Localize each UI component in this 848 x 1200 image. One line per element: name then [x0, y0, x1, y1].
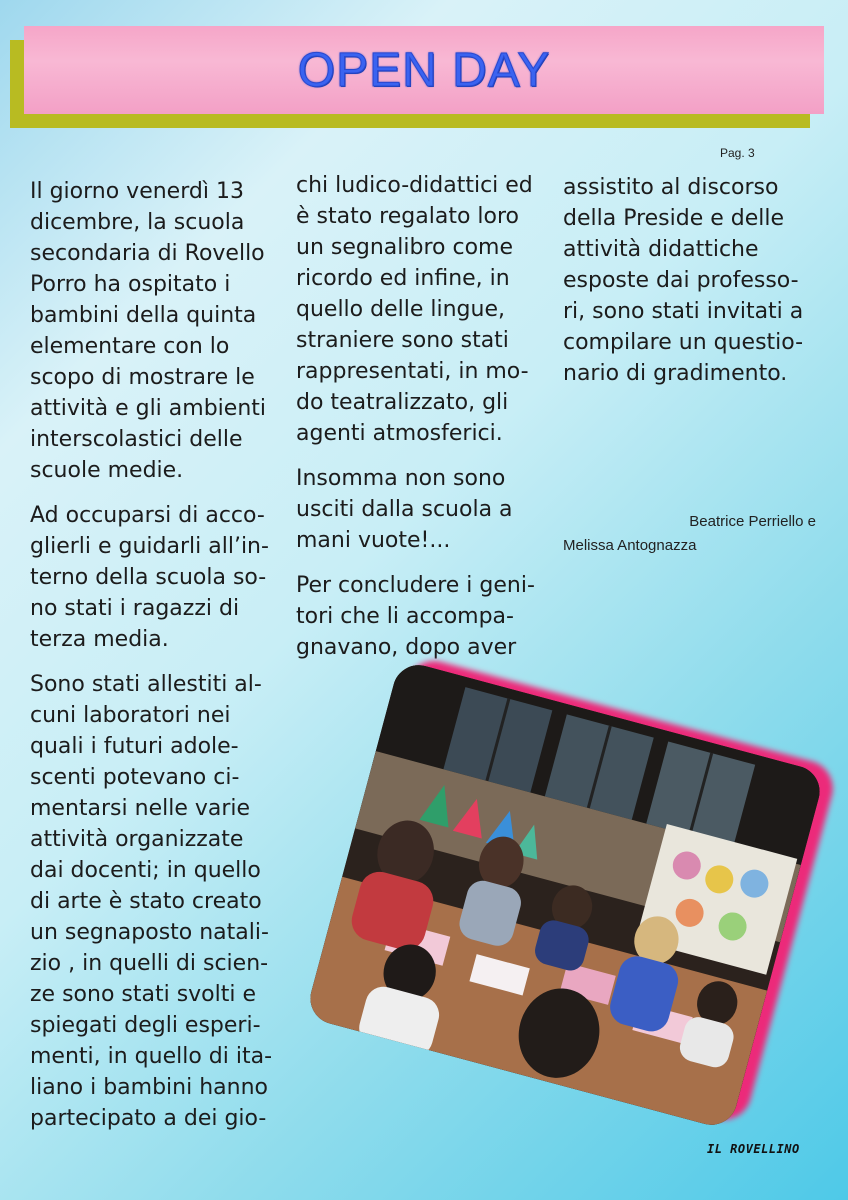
paragraph: assistito al discorso della Preside e delle attività didattiche esposte dai professo- ri, sono stati invitati a compilare un questio- nario di gradimento. [563, 175, 804, 386]
photo-frame [305, 659, 826, 1130]
title-banner [24, 26, 824, 114]
paragraph: Il giorno venerdì 13 dicembre, la scuola secondaria di Rovello Porro ha ospitato i bambini della quinta elementare con lo scopo di mostrare le attività e gli ambienti interscolastici delle scuole medie. [30, 179, 266, 483]
paragraph: Insomma non sono usciti dalla scuola a mani vuote!... [296, 466, 513, 553]
paragraph: chi ludico-didattici ed è stato regalato loro un segnalibro come ricordo ed infine, in quello delle lingue, straniere sono stati rappresentati, in mo- do teatralizzato, gli agenti atmosferici. [296, 173, 533, 446]
article-column-1 [30, 176, 295, 1148]
author-line-1: Beatrice Perriello e [689, 513, 816, 530]
paragraph: Sono stati allestiti al- cuni laboratori nei quali i futuri adole- scenti potevano ci- mentarsi nelle varie attività organizzate dai docenti; in quello di arte è stato creato un segnaposto natali- zio , in quelli di scien- ze sono stati svolti e spiegati degli esperi- menti, in quello di ita- liano i bambini hanno partecipato a dei gio- [30, 672, 273, 1131]
page-title: OPEN DAY [297, 43, 551, 97]
paragraph: Ad occuparsi di acco- glierli e guidarli all’in- terno della scuola so- no stati i ragazzi di terza media. [30, 503, 269, 652]
paragraph: Per concludere i geni- tori che li accompa- gnavano, dopo aver [296, 573, 535, 660]
article-column-3 [563, 172, 828, 403]
newsletter-brand: IL ROVELLINO [707, 1142, 800, 1156]
author-byline [563, 510, 816, 558]
author-line-2: Melissa Antognazza [563, 537, 697, 554]
classroom-photo [305, 659, 826, 1130]
classroom-photo-illustration [305, 659, 826, 1130]
page-number: Pag. 3 [720, 146, 755, 160]
article-column-2 [296, 170, 556, 677]
